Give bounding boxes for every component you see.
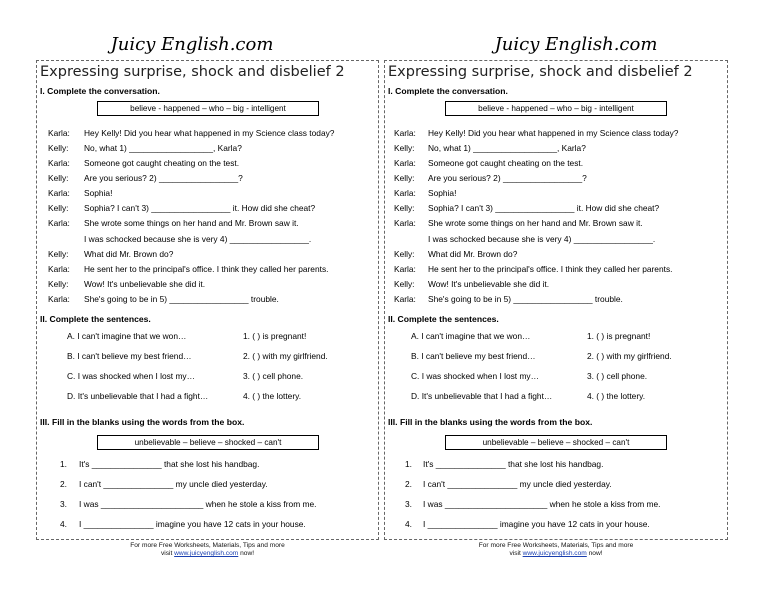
speaker: Kelly: <box>394 173 415 183</box>
line-text: What did Mr. Brown do? <box>84 249 174 259</box>
section-1-heading: I. Complete the conversation. <box>388 86 508 96</box>
line-text: She wrote some things on her hand and Mr. Brown saw it. <box>84 218 299 228</box>
speaker: Kelly: <box>48 173 69 183</box>
footer-after: now! <box>240 550 255 557</box>
sentence-ending: 4. ( ) the lottery. <box>243 391 302 401</box>
section-3-heading: III. Fill in the blanks using the words from the box. <box>388 417 593 427</box>
sentence-start: B. I can't believe my best friend… <box>67 351 192 361</box>
item-number: 4. <box>405 519 412 529</box>
item-number: 1. <box>405 459 412 469</box>
fill-sentence: I _______________ imagine you have 12 cats in your house. <box>423 519 650 529</box>
line-text: Someone got caught cheating on the test. <box>428 158 584 168</box>
section-1-heading: I. Complete the conversation. <box>40 86 160 96</box>
speaker: Karla: <box>48 128 70 138</box>
footer-line: For more Free Worksheets, Materials, Tips and more <box>478 542 634 549</box>
item-number: 2. <box>405 479 412 489</box>
brand-logo: Juicy English.com <box>494 34 658 55</box>
footer-after: now! <box>588 550 603 557</box>
sentence-start: B. I can't believe my best friend… <box>411 351 536 361</box>
line-text: She's going to be in 5) _________________ trouble. <box>428 294 623 304</box>
section-3-word-box: unbelievable – believe – shocked – can't <box>445 435 667 450</box>
line-text: No, what 1) __________________, Karla? <box>84 143 242 153</box>
fill-sentence: I can't _______________ my uncle died yesterday. <box>423 479 612 489</box>
worksheet-title: Expressing surprise, shock and disbelief 2 <box>388 64 693 80</box>
speaker: Karla: <box>394 294 416 304</box>
speaker: Kelly: <box>48 203 69 213</box>
section-1-word-box: believe - happened – who – big - intelligent <box>445 101 667 116</box>
fill-sentence: I was ______________________ when he stole a kiss from me. <box>79 499 317 509</box>
line-text: Sophia! <box>84 188 113 198</box>
brand-logo: Juicy English.com <box>110 34 274 55</box>
item-number: 3. <box>60 499 67 509</box>
footer-visit: visit <box>509 550 521 557</box>
footer <box>36 542 379 558</box>
footer-visit: visit <box>160 550 173 557</box>
line-text: He sent her to the principal's office. I think they called her parents. <box>428 264 673 274</box>
line-text: Hey Kelly! Did you hear what happened in my Science class today? <box>84 128 335 138</box>
speaker: Karla: <box>394 158 416 168</box>
footer-line: For more Free Worksheets, Materials, Tips and more <box>130 542 285 549</box>
speaker: Kelly: <box>48 249 69 259</box>
speaker: Kelly: <box>48 279 69 289</box>
line-text: I was schocked because she is very 4) _________________. <box>428 234 656 244</box>
speaker: Kelly: <box>394 249 415 259</box>
line-text: She's going to be in 5) _________________ trouble. <box>84 294 279 304</box>
item-number: 1. <box>60 459 67 469</box>
section-2-heading: II. Complete the sentences. <box>388 314 499 324</box>
line-text: Sophia? I can't 3) _________________ it. How did she cheat? <box>428 203 660 213</box>
sentence-start: A. I can't imagine that we won… <box>411 331 531 341</box>
fill-sentence: I can't _______________ my uncle died yesterday. <box>79 479 268 489</box>
line-text: What did Mr. Brown do? <box>428 249 518 259</box>
speaker: Karla: <box>394 188 416 198</box>
sentence-start: A. I can't imagine that we won… <box>67 331 187 341</box>
speaker: Karla: <box>48 218 70 228</box>
sentence-ending: 1. ( ) is pregnant! <box>587 331 651 341</box>
fill-sentence: I _______________ imagine you have 12 cats in your house. <box>79 519 306 529</box>
line-text: Hey Kelly! Did you hear what happened in my Science class today? <box>428 128 679 138</box>
sentence-start: D. It's unbelievable that I had a fight… <box>67 391 209 401</box>
sentence-start: D. It's unbelievable that I had a fight… <box>411 391 553 401</box>
section-1-word-box: believe - happened – who – big - intelligent <box>97 101 319 116</box>
line-text: Are you serious? 2) _________________? <box>428 173 587 183</box>
line-text: Sophia! <box>428 188 457 198</box>
line-text: I was schocked because she is very 4) _________________. <box>84 234 312 244</box>
line-text: Are you serious? 2) _________________? <box>84 173 243 183</box>
speaker: Karla: <box>394 218 416 228</box>
section-3-word-box: unbelievable – believe – shocked – can't <box>97 435 319 450</box>
line-text: Sophia? I can't 3) _________________ it. How did she cheat? <box>84 203 316 213</box>
sentence-start: C. I was shocked when I lost my… <box>67 371 195 381</box>
speaker: Kelly: <box>48 143 69 153</box>
sentence-ending: 2. ( ) with my girlfriend. <box>243 351 328 361</box>
footer <box>384 542 728 558</box>
line-text: Wow! It's unbelievable she did it. <box>84 279 206 289</box>
speaker: Kelly: <box>394 203 415 213</box>
line-text: Someone got caught cheating on the test. <box>84 158 240 168</box>
worksheet-title: Expressing surprise, shock and disbelief 2 <box>40 64 345 80</box>
website-link[interactable]: www.juicyenglish.com <box>522 550 587 557</box>
item-number: 4. <box>60 519 67 529</box>
line-text: Wow! It's unbelievable she did it. <box>428 279 550 289</box>
worksheet-copy-right <box>384 0 768 594</box>
website-link[interactable]: www.juicyenglish.com <box>174 550 239 557</box>
speaker: Karla: <box>48 188 70 198</box>
sentence-ending: 1. ( ) is pregnant! <box>243 331 307 341</box>
sentence-ending: 3. ( ) cell phone. <box>587 371 648 381</box>
footer-visit-line <box>36 550 379 558</box>
section-3-heading: III. Fill in the blanks using the words from the box. <box>40 417 245 427</box>
item-number: 2. <box>60 479 67 489</box>
speaker: Kelly: <box>394 143 415 153</box>
speaker: Karla: <box>394 128 416 138</box>
sentence-ending: 4. ( ) the lottery. <box>587 391 646 401</box>
line-text: He sent her to the principal's office. I think they called her parents. <box>84 264 329 274</box>
sentence-ending: 2. ( ) with my girlfriend. <box>587 351 672 361</box>
fill-sentence: It's _______________ that she lost his handbag. <box>423 459 604 469</box>
speaker: Karla: <box>48 264 70 274</box>
speaker: Karla: <box>48 294 70 304</box>
sentence-ending: 3. ( ) cell phone. <box>243 371 304 381</box>
speaker: Karla: <box>394 264 416 274</box>
speaker: Kelly: <box>394 279 415 289</box>
section-2-heading: II. Complete the sentences. <box>40 314 151 324</box>
footer-visit-line <box>384 550 728 558</box>
fill-sentence: It's _______________ that she lost his handbag. <box>79 459 260 469</box>
sentence-start: C. I was shocked when I lost my… <box>411 371 539 381</box>
item-number: 3. <box>405 499 412 509</box>
speaker: Karla: <box>48 158 70 168</box>
fill-sentence: I was ______________________ when he stole a kiss from me. <box>423 499 661 509</box>
line-text: She wrote some things on her hand and Mr. Brown saw it. <box>428 218 643 228</box>
line-text: No, what 1) __________________, Karla? <box>428 143 586 153</box>
